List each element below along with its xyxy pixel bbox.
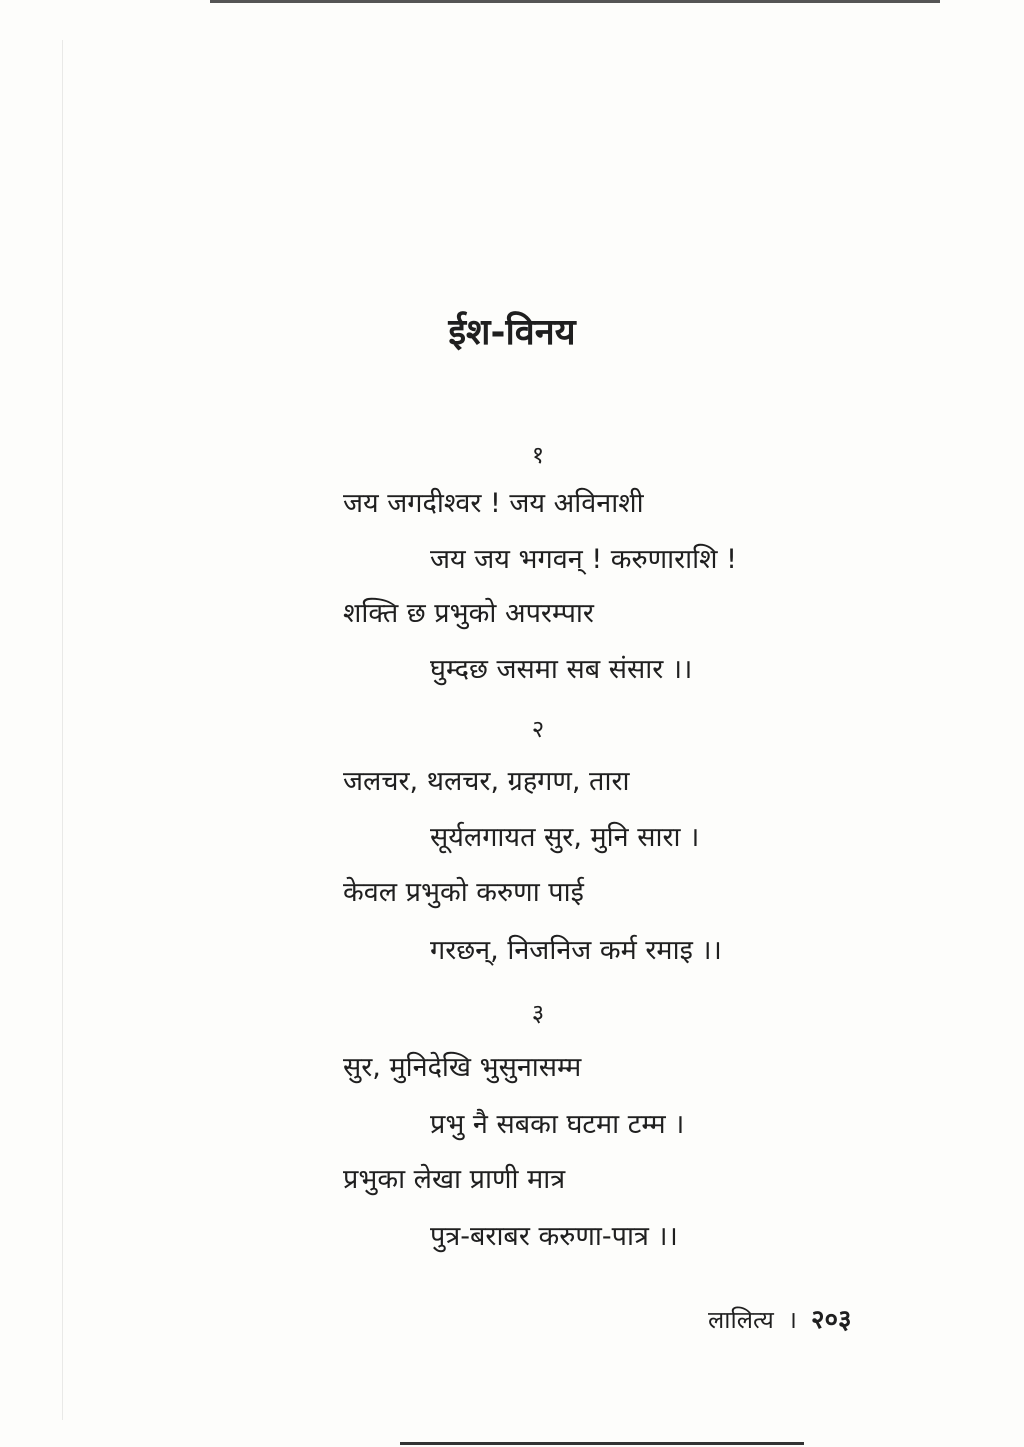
poem-title: ईश-विनय	[448, 312, 576, 353]
verse-line: जय जय भगवन् ! करुणाराशि !	[430, 544, 737, 575]
verse-line: सुर, मुनिदेखि भुसुनासम्म	[343, 1052, 582, 1083]
stanza-number: ३	[531, 999, 545, 1027]
verse-line: शक्ति छ प्रभुको अपरम्पार	[343, 598, 594, 629]
verse-line: पुत्र-बराबर करुणा-पात्र ।।	[430, 1221, 678, 1252]
footer-separator: ।	[787, 1306, 797, 1334]
verse-line: घुम्दछ जसमा सब संसार ।।	[430, 654, 693, 685]
book-title: लालित्य	[708, 1306, 774, 1334]
verse-line: जय जगदीश्वर ! जय अविनाशी	[343, 488, 644, 519]
verse-line: गरछन्, निजनिज कर्म रमाइ ।।	[430, 935, 722, 966]
verse-line: प्रभु नै सबका घटमा टम्म ।	[430, 1109, 685, 1140]
page-edge	[62, 40, 63, 1420]
page-footer	[708, 1300, 852, 1340]
verse-line: प्रभुका लेखा प्राणी मात्र	[343, 1164, 566, 1195]
verse-line: जलचर, थलचर, ग्रहगण, तारा	[343, 766, 630, 797]
bottom-rule	[400, 1442, 804, 1445]
stanza-number: २	[531, 715, 545, 743]
verse-line: केवल प्रभुको करुणा पाई	[343, 877, 584, 908]
verse-line: सूर्यलगायत सुर, मुनि सारा ।	[430, 822, 700, 853]
page-number: २०३	[810, 1305, 852, 1335]
top-rule	[210, 0, 940, 3]
stanza-number: १	[531, 441, 545, 469]
